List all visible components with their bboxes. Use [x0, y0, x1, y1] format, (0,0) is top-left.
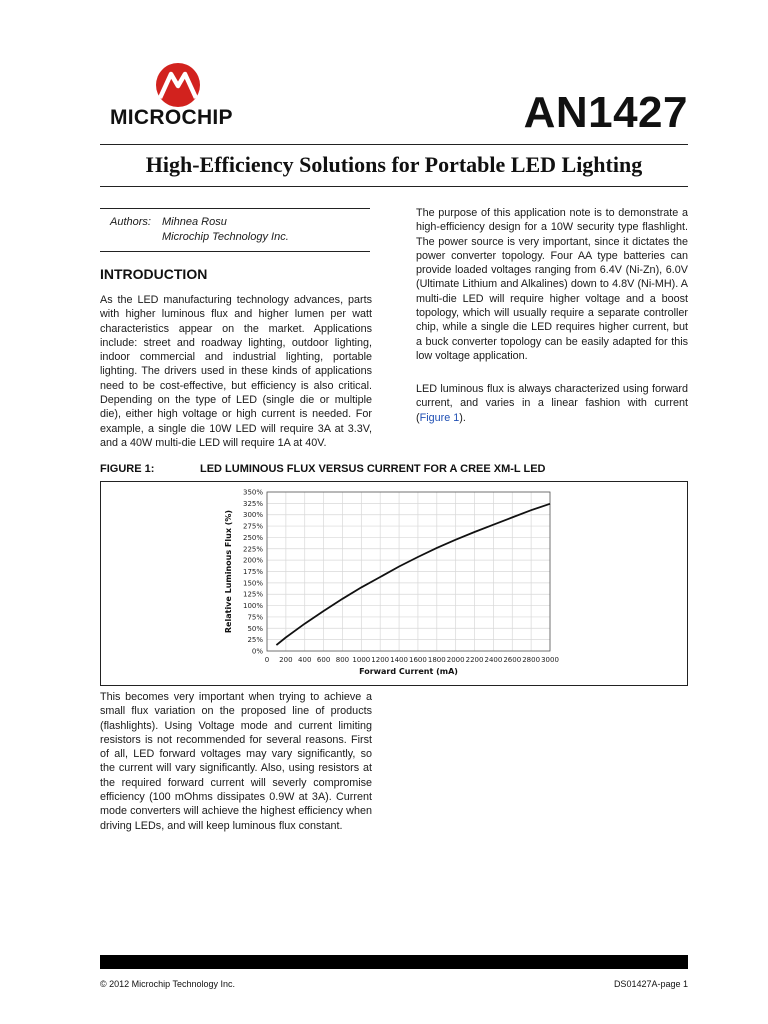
paragraph-text: LED luminous flux is always characterized using forward current, and varies in a linear fashion with current (	[416, 383, 688, 424]
section-heading-introduction: INTRODUCTION	[100, 266, 208, 282]
footer-page-number: DS01427A-page 1	[613, 979, 688, 989]
series-line	[276, 504, 550, 645]
document-number: AN1427	[523, 88, 688, 137]
y-tick-label: 100%	[242, 602, 263, 611]
x-tick-label: 0	[264, 656, 270, 664]
x-tick-label: 600	[316, 656, 331, 664]
x-tick-label: 2600	[503, 656, 522, 664]
y-axis-label: Relative Luminous Flux (%)	[224, 509, 233, 634]
figure-label: FIGURE 1:	[100, 463, 155, 475]
y-tick-label: 25%	[247, 636, 263, 645]
y-tick-label: 325%	[242, 499, 263, 508]
x-axis-label: Forward Current (mA)	[359, 667, 458, 676]
footer-bar	[100, 955, 688, 969]
figure-frame	[100, 481, 688, 686]
introduction-paragraph: As the LED manufacturing technology advances, parts with higher luminous flux and higher lumen per watt characteristics appear on the market. Applications include: street and roadway lighting, outdoor lighting, indoor commercial and industrial lighting, portable lighting. The drivers used in these kinds of applications need to be cost-effective, but efficiency is also critical. Depending on the type of LED (single die or multiple die), either high voltage or high current is needed. For example, a single die 10W LED will require 3A at 3.3V, and a 40W multi-die LED will require 1A at 40V.	[100, 294, 372, 449]
luminous-flux-paragraph	[416, 382, 688, 425]
y-tick-label: 50%	[247, 624, 263, 633]
y-tick-label: 200%	[242, 556, 263, 565]
flux-vs-current-chart	[101, 482, 687, 685]
y-tick-label: 175%	[242, 568, 263, 576]
x-tick-label: 1400	[390, 656, 408, 664]
author-organization: Microchip Technology Inc.	[162, 231, 289, 243]
figure-1-link[interactable]: Figure 1	[419, 411, 460, 424]
x-tick-label: 800	[335, 656, 350, 664]
y-tick-label: 250%	[242, 533, 263, 542]
authors-label: Authors:	[110, 216, 151, 228]
y-tick-label: 300%	[242, 511, 263, 520]
y-tick-label: 125%	[242, 590, 263, 599]
title-divider	[100, 186, 688, 187]
x-tick-label: 200	[279, 656, 293, 664]
y-tick-label: 0%	[251, 647, 263, 656]
brand-wordmark: MICROCHIP	[110, 106, 233, 129]
authors-box	[100, 208, 370, 252]
x-tick-label: 1200	[371, 656, 390, 664]
x-tick-label: 2800	[522, 656, 541, 664]
header-divider	[100, 144, 688, 145]
author-name: Mihnea Rosu	[162, 216, 227, 228]
microchip-logo-icon	[100, 62, 210, 108]
x-tick-label: 3000	[541, 656, 559, 664]
paragraph-text: ).	[459, 411, 466, 424]
x-tick-label: 400	[298, 656, 312, 664]
y-tick-label: 350%	[242, 488, 263, 497]
purpose-paragraph: The purpose of this application note is to demonstrate a high-efficiency design for a 10W security type flashlight. The power source is very important, since it dictates the power converter topology. Four AA type batteries can provide loaded voltages ranging from 6.4V (Ni-Zn), 6.0V (Ultimate Lithium and Alkalines) down to 4.8V (Ni-MH). A multi-die LED will require higher voltage and a boost topology, which will usually require a separate controller chip, while a single die LED requires higher current, but a buck converter topology can be easily adapted for this low voltage application.	[416, 207, 688, 362]
x-tick-label: 1000	[352, 656, 371, 664]
page-title: High-Efficiency Solutions for Portable LED Lighting	[145, 152, 643, 177]
voltage-mode-paragraph: This becomes very important when trying to achieve a small flux variation on the proposed line of products (flashlights). Using Voltage mode and current limiting resistors is not recommended for several reasons. First of all, LED forward voltages may vary significantly, so the current will vary significantly. Also, using resistors at the required forward current will severly compromise efficiency (100 mOhms dissipates 0.9W at 3A). Current mode converters will achieve the highest efficiency when driving LEDs, and will keep luminous flux constant.	[100, 691, 372, 832]
x-tick-label: 1800	[427, 656, 446, 664]
y-tick-label: 275%	[242, 522, 263, 531]
y-tick-label: 225%	[242, 545, 263, 554]
y-tick-label: 150%	[242, 579, 263, 588]
x-tick-label: 2000	[446, 656, 465, 664]
x-tick-label: 1600	[409, 656, 427, 664]
y-tick-label: 75%	[247, 613, 263, 622]
footer-copyright: © 2012 Microchip Technology Inc.	[100, 979, 236, 989]
x-tick-label: 2400	[484, 656, 503, 664]
figure-title: LED LUMINOUS FLUX VERSUS CURRENT FOR A CREE XM-L LED	[200, 463, 546, 475]
x-tick-label: 2200	[465, 656, 484, 664]
